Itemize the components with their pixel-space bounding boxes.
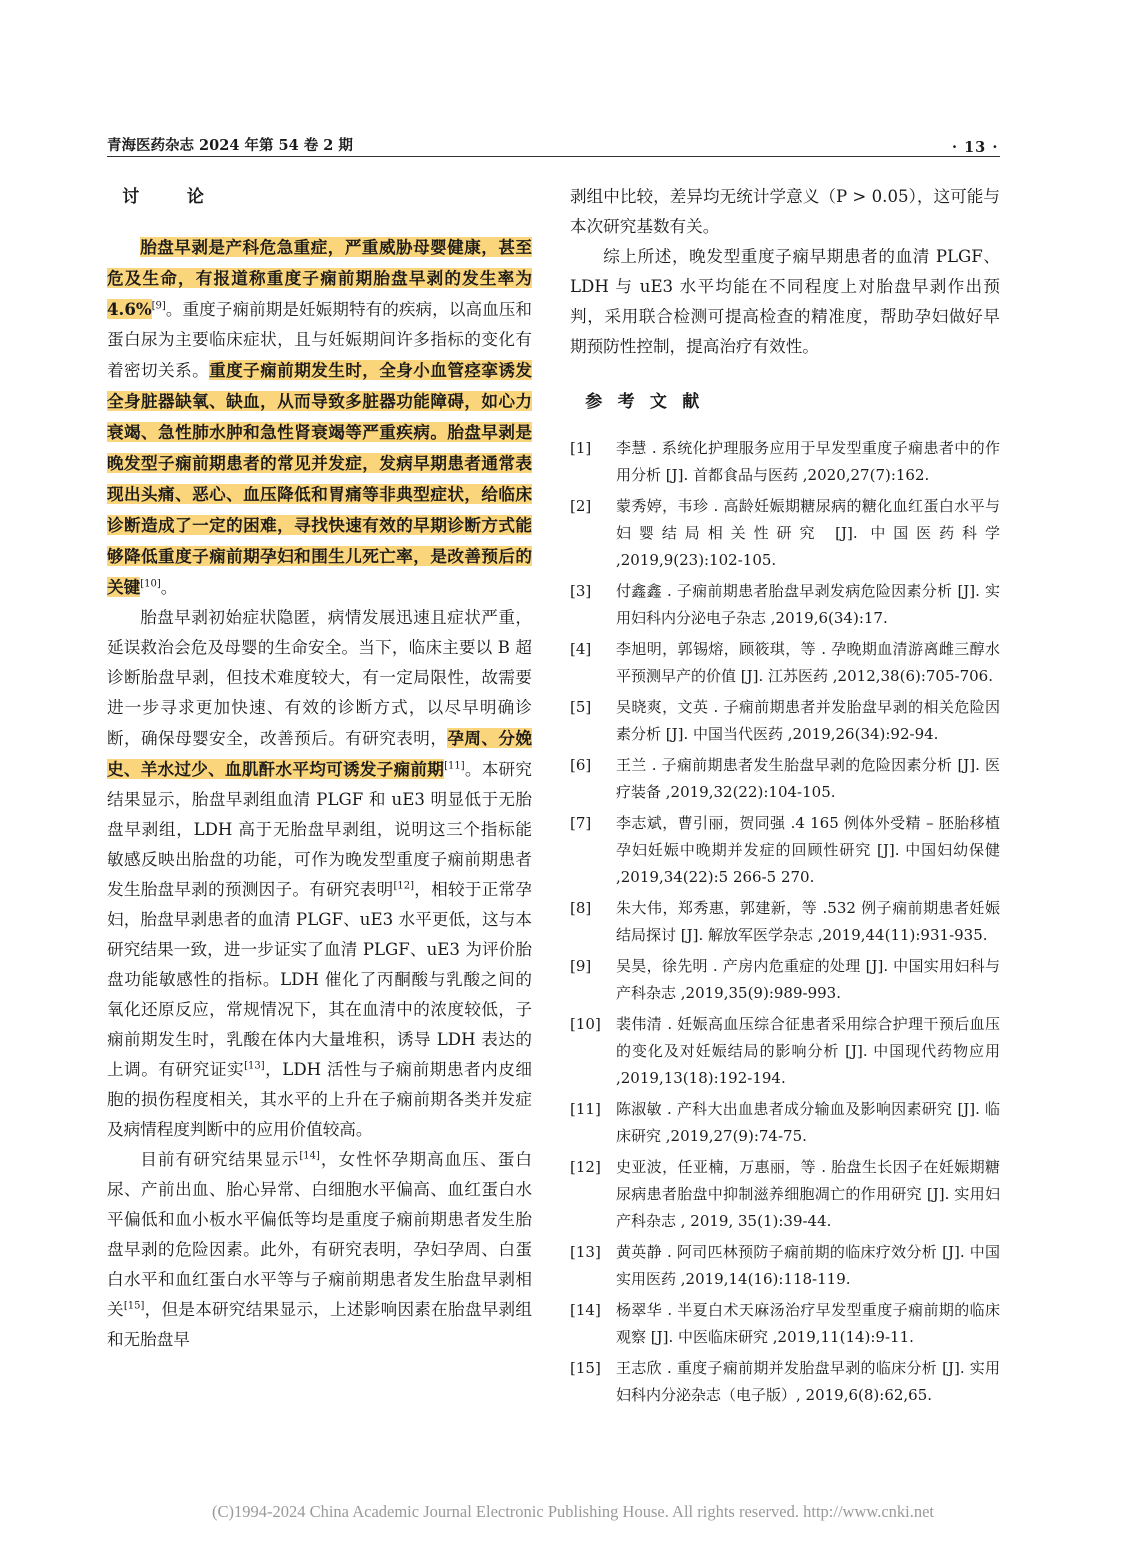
reference-number: [9]: [570, 957, 592, 975]
reference-text: 蒙秀婷，韦珍 . 高龄妊娠期糖尿病的糖化血红蛋白水平与妇婴结局相关性研究 [J]. 中国医药科学 ,2019,9(23):102-105.: [616, 497, 1000, 569]
reference-number: [1]: [570, 439, 592, 457]
right-column: [570, 182, 1000, 1413]
reference-number: [15]: [570, 1359, 601, 1377]
discussion-heading: 讨 论: [122, 187, 220, 207]
reference-text: 王志欣 . 重度子痫前期并发胎盘早剥的临床分析 [J]. 实用妇科内分泌杂志（电子版）, 2019,6(8):62,65.: [616, 1359, 1000, 1404]
reference-number: [10]: [570, 1015, 601, 1033]
reference-item: [570, 1355, 1000, 1409]
reference-number: [13]: [570, 1243, 601, 1261]
reference-item: [570, 1011, 1000, 1092]
paragraph-text: ，LDH 活性与子痫前期患者内皮细胞的损伤程度相关，其水平的上升在子痫前期各类并发症及病情程度判断中的应用价值较高。: [107, 1060, 532, 1139]
discussion-paragraph-1: [107, 232, 532, 603]
reference-item: [570, 636, 1000, 690]
conclusion-paragraph: 综上所述，晚发型重度子痫早期患者的血清 PLGF、LDH 与 uE3 水平均能在不同程度上对胎盘早剥作出预判，采用联合检测可提高检查的精准度，帮助孕妇做好早期预防性控制，提高治疗有效性。: [570, 247, 1000, 356]
page-number: · 13 ·: [952, 139, 999, 156]
reference-text: 吴昊，徐先明 . 产房内危重症的处理 [J]. 中国实用妇科与产科杂志 ,2019,35(9):989-993.: [616, 957, 1000, 1002]
highlight-3: 孕周、分娩史、羊水过少、血肌酐水平均可诱发子痫前期: [107, 728, 533, 779]
reference-item: [570, 493, 1000, 574]
discussion-paragraph-2: [107, 603, 532, 1145]
reference-number: [7]: [570, 814, 592, 832]
discussion-paragraph-3: [107, 1145, 532, 1355]
reference-text: 朱大伟，郑秀惠，郭建新，等 .532 例子痫前期患者妊娠结局探讨 [J]. 解放军医学杂志 ,2019,44(11):931-935.: [616, 899, 1000, 944]
paragraph-text: 。本研究结果显示，胎盘早剥组血清 PLGF 和 uE3 明显低于无胎盘早剥组，LDH 高于无胎盘早剥组，说明这三个指标能敏感反映出胎盘的功能，可作为晚发型重度子痫前期患者发生胎盘早剥的预测因子。有研究表明: [107, 760, 533, 899]
reference-number: [12]: [570, 1158, 601, 1176]
citation-10[interactable]: [10]: [140, 578, 161, 590]
paragraph-text: 。重度子痫前期是妊娠期特有的疾病，以高血压和蛋白尿为主要临床症状，且与妊娠期间许多指标的变化有着密切关系。: [107, 300, 532, 380]
reference-number: [5]: [570, 698, 592, 716]
reference-text: 王兰 . 子痫前期患者发生胎盘早剥的危险因素分析 [J]. 医疗装备 ,2019,32(22):104-105.: [616, 756, 1000, 801]
reference-number: [4]: [570, 640, 592, 658]
citation-12[interactable]: [12]: [393, 880, 415, 892]
citation-14[interactable]: [14]: [299, 1150, 320, 1162]
reference-item: [570, 895, 1000, 949]
reference-number: [14]: [570, 1301, 601, 1319]
reference-item: [570, 1239, 1000, 1293]
paragraph-text: 目前有研究结果显示: [140, 1150, 300, 1169]
highlight-2: 重度子痫前期发生时，全身小血管痉挛诱发全身脏器缺氧、缺血，从而导致多脏器功能障碍，如心力衰竭、急性肺水肿和急性肾衰竭等严重疾病。胎盘早剥是晚发型子痫前期患者的常见并发症，发病早期患者通常表现出头痛、恶心、血压降低和胃痛等非典型症状，给临床诊断造成了一定的困难，寻找快速有效的早期诊断方式能够降低重度子痫前期孕妇和围生儿死亡率，是改善预后的关键: [107, 360, 533, 597]
reference-number: [6]: [570, 756, 592, 774]
reference-list: [570, 435, 1000, 1409]
reference-text: 杨翠华 . 半夏白术天麻汤治疗早发型重度子痫前期的临床观察 [J]. 中医临床研究 ,2019,11(14):9-11.: [616, 1301, 1000, 1346]
reference-item: [570, 578, 1000, 632]
reference-text: 史亚波，任亚楠，万惠丽，等 . 胎盘生长因子在妊娠期糖尿病患者胎盘中抑制滋养细胞凋亡的作用研究 [J]. 实用妇产科杂志 , 2019, 35(1):39-44.: [616, 1158, 1000, 1230]
reference-item: [570, 953, 1000, 1007]
reference-item: [570, 435, 1000, 489]
paragraph-text: ，相较于正常孕妇，胎盘早剥患者的血清 PLGF、uE3 水平更低，这与本研究结果一致，进一步证实了血清 PLGF、uE3 为评价胎盘功能敏感性的指标。LDH 催化了丙酮酸与乳酸之间的氧化还原反应，常规情况下，其在血清中的浓度较低，子痫前期发生时，乳酸在体内大量堆积，诱导 LDH 表达的上调。有研究证实: [107, 880, 533, 1079]
reference-item: [570, 810, 1000, 891]
reference-text: 李旭明，郭锡熔，顾筱琪，等 . 孕晚期血清游离雌三醇水平预测早产的价值 [J]. 江苏医药 ,2012,38(6):705-706.: [616, 640, 1000, 685]
reference-item: [570, 1154, 1000, 1235]
reference-text: 李志斌，曹引丽，贺同强 .4 165 例体外受精 – 胚胎移植孕妇妊娠中晚期并发症的回顾性研究 [J]. 中国妇幼保健 ,2019,34(22):5 266-5 270.: [616, 814, 1000, 886]
paragraph-text: 胎盘早剥初始症状隐匿，病情发展迅速且症状严重，延误救治会危及母婴的生命安全。当下，临床主要以 B 超诊断胎盘早剥，但技术难度较大，有一定局限性，故需要进一步寻求更加快速、有效的诊断方式，以尽早明确诊断，确保母婴安全，改善预后。有研究表明，: [107, 608, 532, 748]
reference-item: [570, 752, 1000, 806]
reference-text: 黄英静 . 阿司匹林预防子痫前期的临床疗效分析 [J]. 中国实用医药 ,2019,14(16):118-119.: [616, 1243, 1000, 1288]
reference-number: [3]: [570, 582, 592, 600]
highlight-1: 胎盘早剥是产科危急重症，严重威胁母婴健康，甚至危及生命，有报道称重度子痫前期胎盘早剥的发生率为 4.6%: [107, 237, 532, 319]
left-column: [107, 182, 532, 1355]
copyright-footer: (C)1994-2024 China Academic Journal Electronic Publishing House. All rights reserved. http://www.cnki.net: [211, 1502, 935, 1521]
header-divider: [107, 156, 1000, 157]
paragraph-text: ，但是本研究结果显示，上述影响因素在胎盘早剥组和无胎盘早: [107, 1300, 533, 1349]
citation-15[interactable]: [15]: [123, 1300, 145, 1312]
references-heading: 参考文献: [585, 392, 715, 412]
reference-text: 李慧 . 系统化护理服务应用于早发型重度子痫患者中的作用分析 [J]. 首都食品与医药 ,2020,27(7):162.: [616, 439, 1000, 484]
reference-number: [2]: [570, 497, 592, 515]
reference-text: 付鑫鑫 . 子痫前期患者胎盘早剥发病危险因素分析 [J]. 实用妇科内分泌电子杂志 ,2019,6(34):17.: [616, 582, 1000, 627]
citation-9[interactable]: [9]: [151, 300, 166, 312]
reference-item: [570, 694, 1000, 748]
paragraph-text: ，女性怀孕期高血压、蛋白尿、产前出血、胎心异常、白细胞水平偏高、血红蛋白水平偏低和血小板水平偏低等均是重度子痫前期患者发生胎盘早剥的危险因素。此外，有研究表明，孕妇孕周、白蛋白水平和血红蛋白水平等与子痫前期患者发生胎盘早剥相关: [107, 1150, 533, 1319]
reference-text: 吴晓爽，文英 . 子痫前期患者并发胎盘早剥的相关危险因素分析 [J]. 中国当代医药 ,2019,26(34):92-94.: [616, 698, 1000, 743]
paragraph-text: 。: [160, 578, 178, 597]
discussion-paragraph-3-continued: 剥组中比较，差异均无统计学意义（P > 0.05），这可能与本次研究基数有关。: [570, 187, 1000, 236]
reference-number: [11]: [570, 1100, 601, 1118]
reference-number: [8]: [570, 899, 592, 917]
reference-text: 裴伟清 . 妊娠高血压综合征患者采用综合护理干预后血压的变化及对妊娠结局的影响分析 [J]. 中国现代药物应用 ,2019,13(18):192-194.: [616, 1015, 1000, 1087]
reference-text: 陈淑敏 . 产科大出血患者成分输血及影响因素研究 [J]. 临床研究 ,2019,27(9):74-75.: [616, 1100, 1000, 1145]
reference-item: [570, 1096, 1000, 1150]
journal-header: 青海医药杂志 2024 年第 54 卷 2 期: [107, 137, 353, 154]
citation-13[interactable]: [13]: [244, 1060, 265, 1072]
reference-item: [570, 1297, 1000, 1351]
citation-11[interactable]: [11]: [444, 760, 465, 772]
